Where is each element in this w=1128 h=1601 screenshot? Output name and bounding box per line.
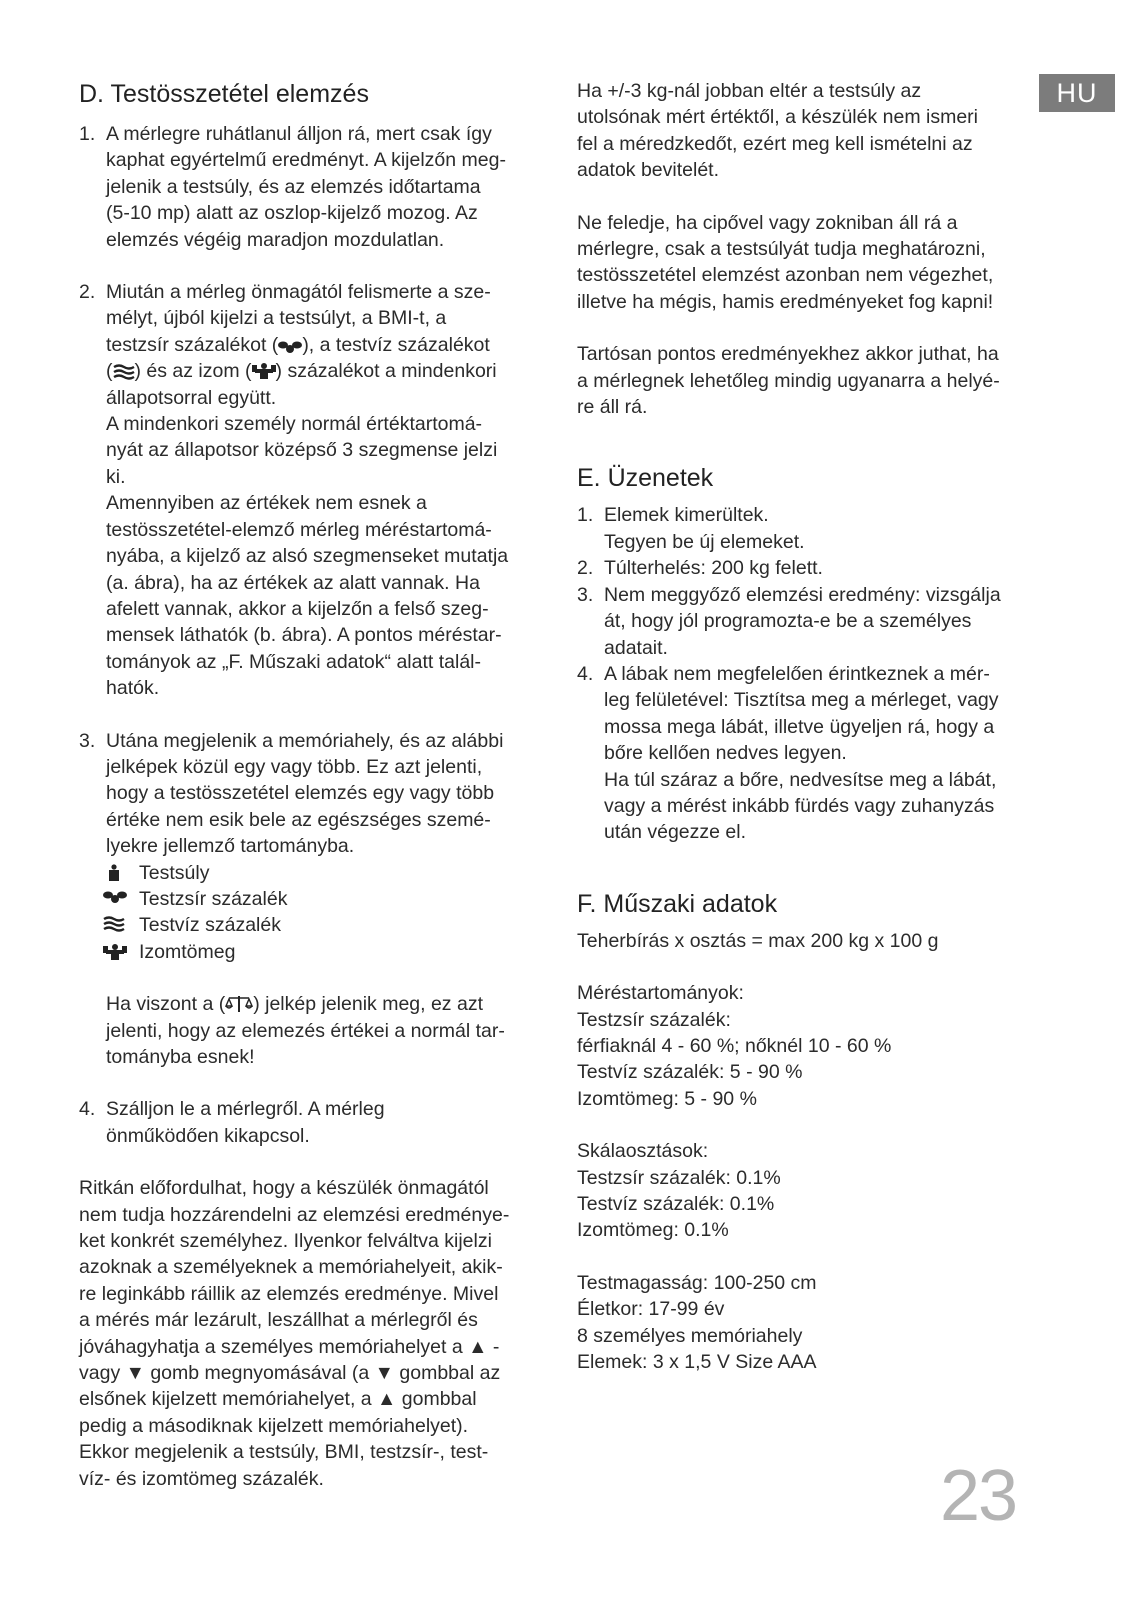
text-line: Skálaosztások: bbox=[577, 1140, 709, 1163]
item-number: 4. bbox=[577, 662, 594, 685]
text-line: jelenik a testsúly, és az elemzés időtartama bbox=[106, 175, 481, 198]
text-line: vagy a mérést inkább fürdés vagy zuhanyzás bbox=[604, 794, 995, 817]
section-e-item-4 bbox=[577, 661, 1047, 846]
section-d-item-1 bbox=[79, 121, 541, 253]
text-line: át, hogy jól programozta-e be a személyes bbox=[604, 610, 972, 633]
text-line: pedig a másodiknak kijelzett memóriahelyet). bbox=[79, 1414, 469, 1437]
body-water-icon bbox=[103, 916, 125, 932]
section-e-item-3 bbox=[577, 582, 1047, 661]
text-line: illetve ha mégis, hamis eredményeket fog kapni! bbox=[577, 290, 994, 313]
text-line: hogy a testösszetétel elemzés egy vagy több bbox=[106, 782, 495, 805]
section-f-heading: F. Műszaki adatok bbox=[577, 889, 778, 918]
text-line bbox=[106, 991, 541, 1017]
text-line: Elemek: 3 x 1,5 V Size AAA bbox=[577, 1351, 817, 1374]
text-line bbox=[106, 358, 541, 384]
text-line: Nem meggyőző elemzési eredmény: vizsgálja bbox=[604, 583, 1001, 606]
text-line: A lábak nem megfelelően érintkeznek a mér- bbox=[604, 662, 990, 685]
closing-paragraph bbox=[79, 1175, 541, 1492]
item-number: 2. bbox=[577, 557, 594, 580]
text-line: elemzés végéig maradjon mozdulatlan. bbox=[106, 228, 445, 251]
text-line: vagy ▼ gomb megnyomásával (a ▼ gombbal az bbox=[79, 1362, 501, 1385]
text-line: Testvíz százalék: 0.1% bbox=[577, 1193, 775, 1215]
text-line: Teherbírás x osztás = max 200 kg x 100 g bbox=[577, 929, 939, 952]
muscle-icon bbox=[252, 362, 276, 380]
text-line: Túlterhelés: 200 kg felett. bbox=[604, 557, 823, 580]
body-water-icon bbox=[113, 364, 135, 380]
text-line: testösszetétel elemzést azonban nem végezhet, bbox=[577, 264, 994, 287]
text-line: Testzsír százalék: bbox=[577, 1008, 731, 1031]
other-specs bbox=[577, 1270, 1047, 1376]
symbol-label: Izomtömeg bbox=[139, 940, 236, 963]
text-line: állapotsorral együtt. bbox=[106, 386, 277, 409]
text-line: mérlegre, csak a testsúlyát tudja meghatározni, bbox=[577, 238, 986, 261]
muscle-icon bbox=[103, 943, 127, 961]
text-line: Testmagasság: 100-250 cm bbox=[577, 1271, 817, 1294]
intro-paragraph-2 bbox=[577, 210, 1047, 316]
text-line: értéke nem esik bele az egészséges szemé- bbox=[106, 808, 491, 831]
language-tab: HU bbox=[1039, 74, 1115, 112]
text-line: (a. ábra), ha az értékek az alatt vannak. Ha bbox=[106, 571, 480, 594]
right-column bbox=[577, 78, 1047, 1375]
symbol-row-muscle bbox=[79, 939, 541, 965]
text-line: nem tudja hozzárendelni az elemzési eredménye- bbox=[79, 1203, 510, 1226]
section-e-item-1 bbox=[577, 502, 1047, 555]
section-d-item-3 bbox=[79, 728, 541, 860]
text-line: Életkor: 17-99 év bbox=[577, 1298, 725, 1321]
text-fragment: ) jelkép jelenik meg, ez azt bbox=[253, 993, 483, 1016]
text-line: önműködően kikapcsol. bbox=[106, 1124, 310, 1147]
item-number: 2. bbox=[79, 281, 96, 304]
text-line: Testvíz százalék: 5 - 90 % bbox=[577, 1061, 803, 1084]
text-line: fel a méredzkedőt, ezért meg kell ismételni az bbox=[577, 132, 973, 155]
text-line: tományba esnek! bbox=[106, 1046, 255, 1068]
text-line: Méréstartományok: bbox=[577, 982, 744, 1005]
text-line: ket konkrét személyhez. Ilyenkor felváltva kijelzi bbox=[79, 1230, 492, 1253]
item-number: 3. bbox=[577, 583, 594, 606]
text-line: Ritkán előfordulhat, hogy a készülék önmagától bbox=[79, 1177, 489, 1200]
text-line: a mérlegnek lehetőleg mindig ugyanarra a helyé- bbox=[577, 369, 1000, 392]
text-line: Tegyen be új elemeket. bbox=[604, 530, 805, 553]
text-line: afelett vannak, akkor a kijelzőn a felső szeg- bbox=[106, 597, 489, 620]
body-fat-icon bbox=[278, 340, 302, 354]
text-line: nyát az állapotsor középső 3 szegmense jelzi bbox=[106, 439, 498, 462]
balance-scale-icon bbox=[225, 995, 253, 1013]
text-line: (5-10 mp) alatt az oszlop-kijelző mozog. Az bbox=[106, 202, 478, 225]
text-line: re leginkább ráillik az elemzés eredménye. Mivel bbox=[79, 1282, 499, 1305]
text-line: utolsónak mért értéktől, a készülék nem ismeri bbox=[577, 106, 978, 129]
text-line: Izomtömeg: 0.1% bbox=[577, 1219, 729, 1242]
section-d-heading: D. Testösszetétel elemzés bbox=[79, 80, 369, 108]
text-line: A mérlegre ruhátlanul álljon rá, mert csak így bbox=[106, 123, 492, 145]
graduations bbox=[577, 1138, 1047, 1244]
text-line: Miután a mérleg önmagától felismerte a sze- bbox=[106, 281, 491, 304]
text-line: Elemek kimerültek. bbox=[604, 504, 769, 527]
text-fragment: ) és az izom ( bbox=[134, 360, 252, 383]
text-fragment: testzsír százalékot ( bbox=[106, 333, 279, 356]
text-line: nyába, a kijelző az alsó szegmenseket mutatja bbox=[106, 545, 509, 568]
item-number: 1. bbox=[79, 123, 96, 145]
section-e-heading: E. Üzenetek bbox=[577, 464, 714, 493]
text-line: lyekre jellemző tartományba. bbox=[106, 835, 355, 858]
text-line: jelképek közül egy vagy több. Ez azt jelenti, bbox=[106, 755, 483, 778]
text-fragment: ), a testvíz százalékot bbox=[302, 333, 490, 356]
section-d-item-4 bbox=[79, 1096, 541, 1149]
text-line: Amennyiben az értékek nem esnek a bbox=[106, 492, 427, 515]
text-line: Ha túl száraz a bőre, nedvesítse meg a lábát, bbox=[604, 768, 997, 791]
section-d-item-2 bbox=[79, 279, 541, 702]
text-line: 8 személyes memóriahely bbox=[577, 1324, 803, 1347]
body-fat-icon bbox=[103, 890, 127, 904]
text-line: Ekkor megjelenik a testsúly, BMI, testzsír-, test- bbox=[79, 1441, 489, 1464]
body-weight-icon bbox=[103, 864, 125, 882]
item-number: 1. bbox=[577, 504, 594, 527]
text-line: ki. bbox=[106, 465, 126, 488]
text-line: Ha +/-3 kg-nál jobban eltér a testsúly az bbox=[577, 80, 922, 102]
text-line: férfiaknál 4 - 60 %; nőknél 10 - 60 % bbox=[577, 1034, 892, 1057]
symbol-row-body-fat bbox=[79, 886, 541, 912]
section-d-item-3-ok-note bbox=[79, 991, 541, 1070]
text-line: mélyt, újból kijelzi a testsúlyt, a BMI-t, a bbox=[106, 307, 447, 330]
text-line: A mindenkori személy normál értéktartomá- bbox=[106, 413, 483, 436]
text-line: után végezze el. bbox=[604, 821, 747, 844]
text-line: leg felületével: Tisztítsa meg a mérleget, vagy bbox=[604, 689, 999, 712]
text-line: elsőnek kijelzett memóriahelyet, a ▲ gombbal bbox=[79, 1388, 477, 1411]
text-line: a mérés már lezárult, leszállhat a mérlegről és bbox=[79, 1309, 478, 1332]
left-column bbox=[79, 78, 541, 1492]
text-line: re áll rá. bbox=[577, 396, 648, 419]
text-fragment: ( bbox=[106, 360, 113, 383]
text-line: Utána megjelenik a memóriahely, és az alábbi bbox=[106, 729, 504, 752]
item-number: 4. bbox=[79, 1098, 96, 1121]
text-line: bőre kellően nedves legyen. bbox=[604, 742, 847, 765]
text-line: kaphat egyértelmű eredményt. A kijelzőn meg- bbox=[106, 149, 506, 172]
page-number: 23 bbox=[940, 1456, 1017, 1536]
symbol-label: Testsúly bbox=[139, 861, 210, 884]
text-line: jelenti, hogy az elemezés értékei a normál tar- bbox=[106, 1019, 505, 1042]
text-line: Izomtömeg: 5 - 90 % bbox=[577, 1087, 757, 1110]
text-line: adatait. bbox=[604, 636, 668, 659]
text-fragment: Ha viszont a ( bbox=[106, 993, 226, 1016]
text-line: mossa mega lábát, illetve ügyeljen rá, hogy a bbox=[604, 715, 995, 738]
text-line: mensek láthatók (b. ábra). A pontos méréstar- bbox=[106, 624, 502, 647]
capacity-spec bbox=[577, 928, 1047, 954]
measuring-ranges bbox=[577, 980, 1047, 1112]
text-line: Tartósan pontos eredményekhez akkor juthat, ha bbox=[577, 343, 999, 366]
text-line: Testzsír százalék: 0.1% bbox=[577, 1166, 781, 1189]
symbol-row-weight bbox=[79, 860, 541, 886]
intro-paragraph-1 bbox=[577, 78, 1047, 184]
intro-paragraph-3 bbox=[577, 341, 1047, 420]
text-line: jóváhagyhatja a személyes memóriahelyet a ▲ - bbox=[79, 1335, 500, 1358]
text-line bbox=[106, 332, 541, 358]
text-line: testösszetétel-elemző mérleg méréstartomá- bbox=[106, 518, 492, 541]
text-line: azoknak a személyeknek a memóriahelyeit, akik- bbox=[79, 1256, 503, 1279]
text-line: tományok az „F. Műszaki adatok“ alatt talál- bbox=[106, 650, 481, 673]
text-line: hatók. bbox=[106, 677, 160, 700]
item-number: 3. bbox=[79, 729, 96, 752]
text-line: adatok bevitelét. bbox=[577, 159, 720, 182]
text-line: Szálljon le a mérlegről. A mérleg bbox=[106, 1098, 385, 1121]
section-e-item-2 bbox=[577, 555, 1047, 581]
text-line: Ne feledje, ha cipővel vagy zokniban áll rá a bbox=[577, 211, 958, 234]
symbol-row-body-water bbox=[79, 912, 541, 938]
text-line: víz- és izomtömeg százalék. bbox=[79, 1467, 324, 1490]
symbol-label: Testzsír százalék bbox=[139, 887, 288, 910]
text-fragment: ) százalékot a mindenkori bbox=[275, 360, 497, 383]
symbol-label: Testvíz százalék bbox=[139, 914, 281, 937]
